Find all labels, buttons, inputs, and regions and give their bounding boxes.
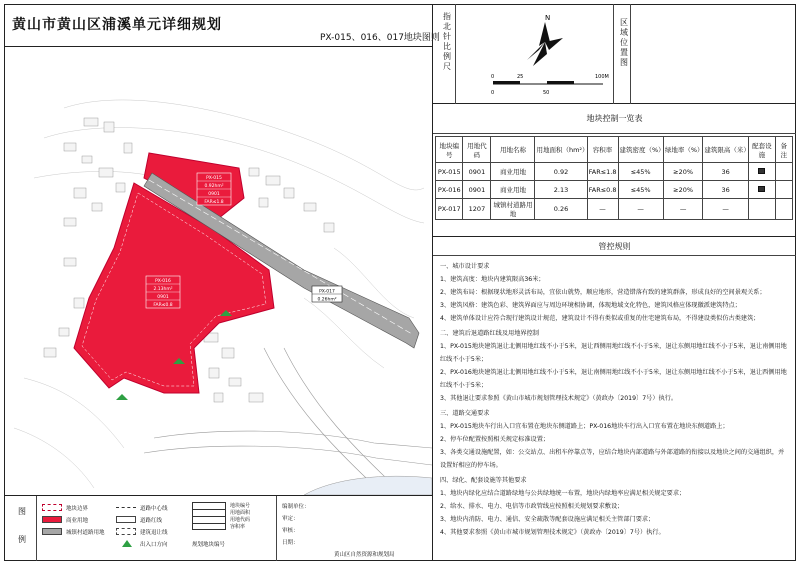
legend-code-box — [192, 502, 226, 530]
legend-text: 道路红线 — [140, 518, 163, 524]
legend-swatch-setback — [116, 528, 136, 535]
rule-line: 一、城市设计要求 — [440, 263, 490, 270]
legend — [4, 496, 432, 561]
px015-label-box — [197, 173, 231, 205]
px016-label-box — [146, 276, 180, 308]
table-cell: — — [618, 199, 663, 220]
rule-line: 4、建筑单体设计应符合现行建筑设计规范，建筑设计不得有类似或重复的住宅建筑布局，不得建设类似仿古类建筑； — [440, 315, 760, 322]
col-header: 配套设施 — [748, 137, 775, 163]
col-header: 容积率 — [587, 137, 618, 163]
table-cell — [775, 181, 792, 199]
rule-line: 四、绿化、配套设施等其他要求 — [440, 477, 527, 484]
px015-area: 0.92hm² — [204, 184, 224, 189]
control-table-header — [436, 137, 793, 163]
rule-line: 1、地块内绿化应结合道路绿地与公共绿地统一布置，地块内绿地率应满足相关规定要求； — [440, 490, 686, 497]
location-divider — [613, 4, 614, 104]
table-row — [436, 163, 793, 181]
px015-id: PX-015 — [206, 176, 222, 181]
legend-text: 地块边界 — [66, 506, 89, 512]
info-divider — [276, 496, 277, 561]
table-cell: ≥20% — [663, 181, 703, 199]
col-header: 建筑密度（%） — [618, 137, 663, 163]
svg-text:50: 50 — [543, 90, 550, 96]
px017-area: 0.26hm² — [317, 297, 337, 303]
svg-text:N: N — [545, 14, 551, 22]
info-text: 审核： — [282, 528, 299, 534]
table-cell — [775, 199, 792, 220]
facility-icon — [748, 181, 775, 199]
table-cell: 商业用地 — [491, 181, 535, 199]
table-cell: — — [703, 199, 749, 220]
legend-swatch-centerline — [116, 507, 136, 508]
legend-text: 用地面积 — [230, 510, 251, 516]
table-cell: ≥20% — [663, 163, 703, 181]
access-arrow-icon — [122, 540, 132, 547]
legend-divider-v — [36, 496, 37, 561]
svg-text:100M: 100M — [595, 74, 609, 80]
legend-text: 城镇村道路用地 — [66, 530, 105, 536]
col-header: 用地代码 — [463, 137, 491, 163]
px015-far: FAR≤1.8 — [204, 200, 224, 205]
table-cell: 36 — [703, 163, 749, 181]
info-text: 日期： — [282, 540, 299, 546]
table-cell: PX-017 — [436, 199, 463, 220]
table-cell: ≤45% — [618, 181, 663, 199]
px017-label-box — [312, 286, 342, 303]
px017-id: PX-017 — [319, 289, 335, 295]
info-text: 编制单位： — [282, 504, 310, 510]
legend-swatch-commercial — [42, 516, 62, 523]
svg-text:25: 25 — [517, 74, 524, 80]
table-cell: 城镇村道路用地 — [491, 199, 535, 220]
title-divider — [4, 46, 432, 47]
col-header: 地块编号 — [436, 137, 463, 163]
rule-line: 3、建筑风格：建筑色彩、建筑界面应与周边环境相协调，体现地域文化特色，建筑风格应体现徽派建筑特点； — [440, 302, 741, 309]
px016-area: 2.13hm² — [153, 287, 173, 292]
px016-id: PX-016 — [155, 279, 171, 284]
table-cell — [775, 163, 792, 181]
plot-map — [4, 48, 432, 495]
page-title: 黄山市黄山区浦溪单元详细规划 — [12, 17, 222, 33]
compass-side-label: 指北针比例尺 — [443, 12, 451, 71]
px016-code: 0901 — [157, 295, 169, 300]
legend-text: 规划地块编号 — [192, 542, 226, 548]
management-rules — [440, 260, 790, 539]
col-header: 用地面积（hm²） — [535, 137, 587, 163]
table-cell: 0901 — [463, 163, 491, 181]
legend-text: 地块编号 — [230, 503, 251, 509]
facility-icon — [748, 163, 775, 181]
info-text: 审定： — [282, 516, 299, 522]
table-row — [436, 181, 793, 199]
legend-label: 图 — [18, 507, 26, 516]
table-cell: FAR≤1.8 — [587, 163, 618, 181]
rule-line: 4、其他要求参照《黄山市城市规划管理技术规定》（黄政办〔2019〕7号）执行。 — [440, 529, 665, 536]
svg-text:0: 0 — [491, 90, 495, 96]
rule-line: 1、建筑高度：地块内建筑限高36米； — [440, 276, 545, 283]
col-header: 用地名称 — [491, 137, 535, 163]
rule-line: 3、各类交通设施配置，如：公交站点、出租车停靠点等，应结合地块内部道路与外部道路的衔接以及地块之间的交通组织，并设置好相应的停车场。 — [440, 449, 785, 469]
rule-line: 1、PX-015地块建筑退让北侧用地红线不小于5米，退让西侧用地红线不小于5米，退让东侧用地红线不小于5米，退让南侧用地红线不小于5米； — [440, 343, 787, 363]
rule-line: 1、PX-015地块车行出入口宜布置在地块东侧道路上；PX-016地块车行出入口宜布置在地块东侧道路上； — [440, 423, 729, 430]
legend-text: 出入口方向 — [140, 542, 168, 548]
table-cell: 0.92 — [535, 163, 587, 181]
table-cell: — — [663, 199, 703, 220]
table-cell — [748, 199, 775, 220]
svg-text:0: 0 — [491, 74, 495, 80]
rule-line: 2、给水、排水、电力、电信等市政管线应按照相关规划要求敷设； — [440, 503, 624, 510]
management-title: 管控规则 — [433, 236, 796, 256]
table-cell: 0.26 — [535, 199, 587, 220]
table-row — [436, 199, 793, 220]
legend-text: 容积率 — [230, 524, 246, 530]
sheet-code: PX-015、016、017地块图则 — [320, 33, 440, 43]
river — [304, 476, 432, 495]
table-cell: 2.13 — [535, 181, 587, 199]
rule-line: 3、地块内消防、电力、通信、安全疏散等配套设施应满足相关主管部门要求； — [440, 516, 655, 523]
compass-divider — [455, 4, 456, 104]
rule-line: 2、建筑布局：根据现状地形灵活布局，宜依山就势，顺应地形，营造错落有致的建筑群落，形成良好的空间景观关系； — [440, 289, 766, 296]
info-text: 黄山区自然资源和规划局 — [334, 552, 395, 558]
table-cell: PX-016 — [436, 181, 463, 199]
legend-text: 建筑退让线 — [140, 530, 168, 536]
rule-line: 2、PX-016地块建筑退让北侧用地红线不小于5米，退让南侧用地红线不小于5米，退让东侧用地红线不小于5米，退让西侧用地红线不小于5米； — [440, 369, 787, 389]
table-cell: FAR≤0.8 — [587, 181, 618, 199]
location-divider-2 — [630, 4, 631, 104]
legend-text: 用地代码 — [230, 517, 251, 523]
table-cell: PX-015 — [436, 163, 463, 181]
legend-label-2: 例 — [18, 535, 26, 544]
control-table-title: 地块控制一览表 — [433, 104, 796, 134]
table-cell: 0901 — [463, 181, 491, 199]
table-cell: 1207 — [463, 199, 491, 220]
legend-swatch-boundary — [42, 504, 62, 511]
col-header: 绿地率（%） — [663, 137, 703, 163]
rule-line: 3、其他退让要求参照《黄山市城市规划管理技术规定》（黄政办〔2019〕7号）执行。 — [440, 395, 678, 402]
rule-line: 2、停车位配置按照相关规定标准设置； — [440, 436, 550, 443]
table-cell: — — [587, 199, 618, 220]
table-cell: 商业用地 — [491, 163, 535, 181]
col-header: 备 注 — [775, 137, 792, 163]
legend-swatch-road — [42, 528, 62, 535]
compass-panel — [433, 4, 796, 104]
px016-far: FAR≤0.8 — [153, 303, 173, 308]
table-cell: ≤45% — [618, 163, 663, 181]
table-cell: 36 — [703, 181, 749, 199]
map-canvas — [4, 48, 432, 495]
legend-text: 商业用地 — [66, 518, 89, 524]
north-arrow-icon — [483, 10, 613, 102]
rule-line: 二、建筑后退道路红线及用地界控制 — [440, 330, 539, 337]
legend-swatch-redline — [116, 516, 136, 523]
col-header: 建筑限高（米） — [703, 137, 749, 163]
rule-line: 三、道路交通要求 — [440, 410, 490, 417]
control-table — [435, 136, 793, 220]
legend-text: 道路中心线 — [140, 506, 168, 512]
location-map-label: 区域位置图 — [620, 18, 628, 67]
px015-code: 0901 — [208, 192, 220, 197]
